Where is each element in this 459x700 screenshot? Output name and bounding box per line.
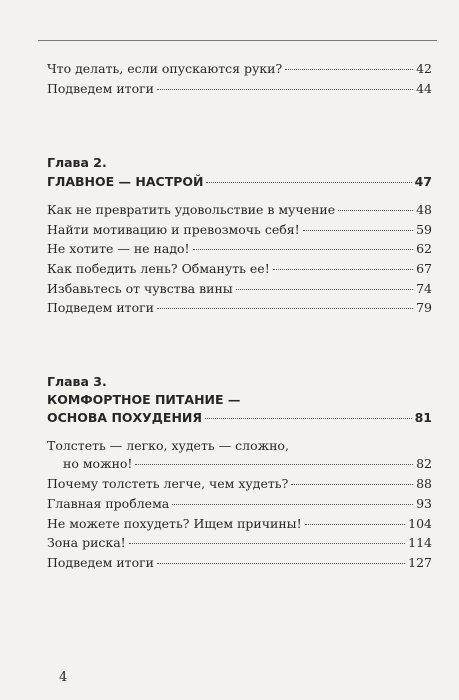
- chapter-heading-title: ГЛАВНОЕ — НАСТРОЙ: [47, 174, 204, 189]
- page-number: 4: [59, 670, 68, 685]
- leader-dots: [172, 504, 413, 505]
- toc-entry[interactable]: [47, 555, 432, 571]
- leader-dots: [129, 543, 405, 544]
- chapter-label: Глава 3.: [47, 374, 107, 389]
- toc-entry-page: 127: [408, 555, 432, 570]
- leader-dots: [285, 69, 413, 70]
- toc-entry-title: Как победить лень? Обмануть ее!: [47, 261, 270, 276]
- toc-entry[interactable]: [47, 535, 432, 551]
- toc-entry-title-line: Толстеть — легко, худеть — сложно,: [47, 438, 289, 453]
- toc-entry-title: Почему толстеть легче, чем худеть?: [47, 476, 289, 491]
- toc-entry[interactable]: [47, 61, 432, 77]
- toc-entry[interactable]: [47, 496, 432, 512]
- leader-dots: [338, 210, 413, 211]
- toc-entry-page: 62: [416, 241, 432, 256]
- toc-entry-page: 104: [408, 516, 432, 531]
- toc-entry[interactable]: [47, 222, 432, 238]
- toc-entry-title: Что делать, если опускаются руки?: [47, 61, 283, 76]
- toc-entry[interactable]: [47, 241, 432, 257]
- toc-entry-title: Найти мотивацию и превозмочь себя!: [47, 222, 300, 237]
- toc-entry-page: 67: [416, 261, 432, 276]
- toc-entry-title: Не можете похудеть? Ищем причины!: [47, 516, 302, 531]
- leader-dots: [157, 89, 413, 90]
- toc-entry[interactable]: [47, 81, 432, 97]
- toc-entry-page: 74: [416, 281, 432, 296]
- leader-dots: [135, 464, 413, 465]
- chapter-heading-page: 47: [414, 174, 432, 189]
- toc-entry-title: Как не превратить удовольствие в мучение: [47, 202, 336, 217]
- leader-dots: [157, 308, 413, 309]
- toc-entry-page: 48: [416, 202, 432, 217]
- toc-entry-page: 88: [416, 476, 432, 491]
- toc-entry-title: Подведем итоги: [47, 81, 155, 96]
- toc-entry-page: 93: [416, 496, 432, 511]
- chapter-heading-page: 81: [414, 410, 432, 425]
- toc-entry-title: Зона риска!: [47, 535, 126, 550]
- leader-dots: [206, 182, 411, 183]
- leader-dots: [157, 563, 405, 564]
- chapter-heading[interactable]: [47, 174, 432, 190]
- chapter-heading[interactable]: [47, 410, 432, 426]
- leader-dots: [291, 484, 413, 485]
- toc-entry[interactable]: [47, 300, 432, 316]
- toc-entry-page: 59: [416, 222, 432, 237]
- leader-dots: [205, 418, 412, 419]
- toc-entry[interactable]: [47, 476, 432, 492]
- toc-entry-title: Подведем итоги: [47, 300, 155, 315]
- leader-dots: [303, 230, 413, 231]
- toc-entry-page: 44: [416, 81, 432, 96]
- chapter-heading-line: КОМФОРТНОЕ ПИТАНИЕ —: [47, 392, 241, 407]
- toc-entry[interactable]: [47, 456, 432, 472]
- toc-entry-title: Избавьтесь от чувства вины: [47, 281, 233, 296]
- leader-dots: [273, 269, 413, 270]
- toc-entry-page: 114: [408, 535, 432, 550]
- leader-dots: [236, 289, 413, 290]
- toc-entry-page: 79: [416, 300, 432, 315]
- toc-entry-page: 82: [416, 456, 432, 471]
- toc-entry-title: Главная проблема: [47, 496, 170, 511]
- chapter-heading-title: ОСНОВА ПОХУДЕНИЯ: [47, 410, 203, 425]
- leader-dots: [305, 524, 406, 525]
- toc-entry-title: но можно!: [63, 456, 133, 471]
- toc-entry[interactable]: [47, 516, 432, 532]
- toc-entry-title: Подведем итоги: [47, 555, 155, 570]
- toc-entry[interactable]: [47, 281, 432, 297]
- toc-entry-page: 42: [416, 61, 432, 76]
- chapter-label: Глава 2.: [47, 155, 107, 170]
- toc-entry[interactable]: [47, 202, 432, 218]
- toc-entry[interactable]: [47, 261, 432, 277]
- top-rule: [38, 40, 437, 41]
- leader-dots: [193, 249, 414, 250]
- toc-entry-title: Не хотите — не надо!: [47, 241, 190, 256]
